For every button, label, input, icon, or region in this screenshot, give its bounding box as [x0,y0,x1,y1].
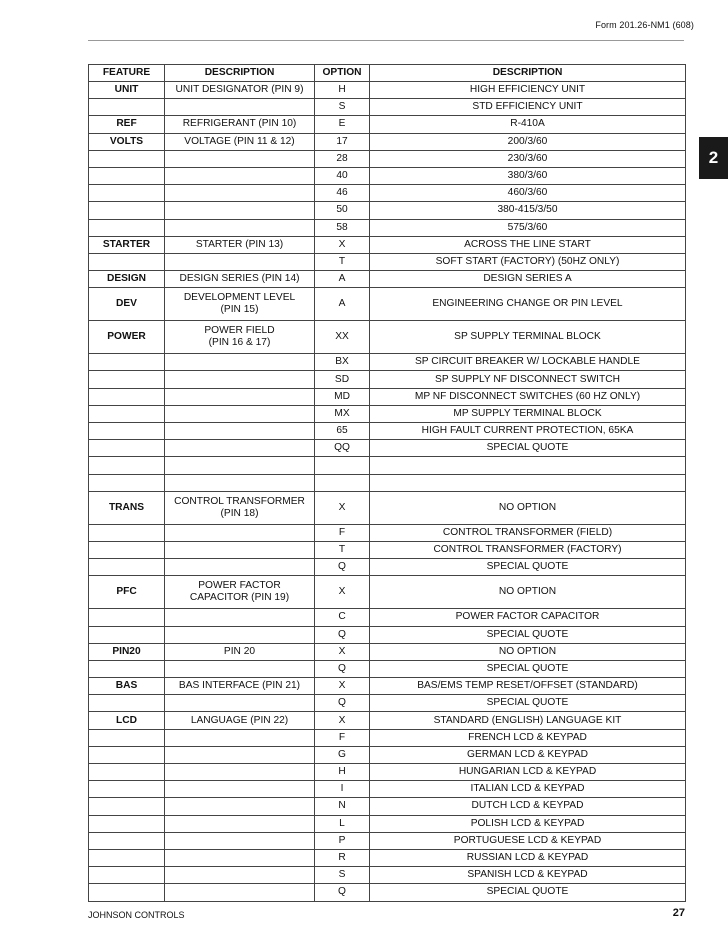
option-cell: 58 [315,219,370,236]
option-cell: Q [315,626,370,643]
option-description-cell: HIGH FAULT CURRENT PROTECTION, 65KA [370,423,686,440]
option-cell: T [315,541,370,558]
description-cell [165,609,315,626]
option-cell: XX [315,321,370,354]
option-description-cell: CONTROL TRANSFORMER (FACTORY) [370,541,686,558]
table-row [89,271,686,288]
option-cell: T [315,253,370,270]
option-cell: L [315,815,370,832]
feature-cell [89,440,165,457]
feature-cell: DESIGN [89,271,165,288]
feature-cell [89,746,165,763]
feature-cell [89,423,165,440]
table-row [89,150,686,167]
feature-cell: DEV [89,288,165,321]
option-cell: MX [315,405,370,422]
feature-cell [89,764,165,781]
option-cell: S [315,867,370,884]
feature-cell: PIN20 [89,643,165,660]
table-row [89,678,686,695]
option-description-cell: NO OPTION [370,491,686,524]
feature-cell [89,150,165,167]
option-description-cell: SPANISH LCD & KEYPAD [370,867,686,884]
option-cell: A [315,271,370,288]
option-description-cell: SP SUPPLY NF DISCONNECT SWITCH [370,371,686,388]
feature-cell [89,729,165,746]
table-row [89,660,686,677]
option-cell: Q [315,660,370,677]
table-row [89,541,686,558]
option-description-cell: SP SUPPLY TERMINAL BLOCK [370,321,686,354]
option-cell: H [315,764,370,781]
feature-cell [89,849,165,866]
option-description-cell: POWER FACTOR CAPACITOR [370,609,686,626]
feature-cell: POWER [89,321,165,354]
option-cell: MD [315,388,370,405]
table-row [89,609,686,626]
table-row [89,781,686,798]
feature-cell [89,660,165,677]
table-row [89,746,686,763]
description-cell [165,695,315,712]
option-cell: 40 [315,167,370,184]
option-description-cell: 380-415/3/50 [370,202,686,219]
description-cell [165,660,315,677]
feature-cell [89,559,165,576]
feature-cell [89,541,165,558]
option-description-cell: SPECIAL QUOTE [370,660,686,677]
option-description-cell: SPECIAL QUOTE [370,626,686,643]
description-cell: LANGUAGE (PIN 22) [165,712,315,729]
footer-company: JOHNSON CONTROLS [88,910,185,920]
option-cell: X [315,643,370,660]
description-cell: PIN 20 [165,643,315,660]
option-description-cell: FRENCH LCD & KEYPAD [370,729,686,746]
option-cell: N [315,798,370,815]
feature-cell [89,609,165,626]
description-cell [165,524,315,541]
description-cell [165,219,315,236]
feature-cell [89,388,165,405]
table-row [89,764,686,781]
option-cell: QQ [315,440,370,457]
option-cell: 65 [315,423,370,440]
description-cell: POWER FIELD (PIN 16 & 17) [165,321,315,354]
description-cell [165,99,315,116]
option-description-cell: SPECIAL QUOTE [370,695,686,712]
description-cell [165,167,315,184]
option-description-cell: DUTCH LCD & KEYPAD [370,798,686,815]
description-cell [165,253,315,270]
description-cell [165,764,315,781]
feature-cell [89,781,165,798]
col-header-option-description: DESCRIPTION [370,65,686,82]
table-row [89,388,686,405]
table-row [89,576,686,609]
feature-cell [89,798,165,815]
option-description-cell: POLISH LCD & KEYPAD [370,815,686,832]
description-cell: CONTROL TRANSFORMER (PIN 18) [165,491,315,524]
section-tab: 2 [699,137,728,179]
option-cell [315,474,370,491]
option-cell: 46 [315,185,370,202]
feature-cell [89,253,165,270]
option-description-cell: 230/3/60 [370,150,686,167]
feature-cell [89,219,165,236]
table-row [89,133,686,150]
feature-cell: UNIT [89,82,165,99]
option-cell: 28 [315,150,370,167]
option-cell: Q [315,884,370,901]
option-description-cell: MP SUPPLY TERMINAL BLOCK [370,405,686,422]
option-cell: X [315,678,370,695]
option-description-cell: HIGH EFFICIENCY UNIT [370,82,686,99]
option-cell: A [315,288,370,321]
option-description-cell: RUSSIAN LCD & KEYPAD [370,849,686,866]
option-description-cell: NO OPTION [370,643,686,660]
description-cell [165,185,315,202]
option-description-cell: ACROSS THE LINE START [370,236,686,253]
description-cell [165,150,315,167]
option-cell [315,457,370,474]
option-description-cell: PORTUGUESE LCD & KEYPAD [370,832,686,849]
description-cell: DEVELOPMENT LEVEL (PIN 15) [165,288,315,321]
description-cell: UNIT DESIGNATOR (PIN 9) [165,82,315,99]
description-cell: POWER FACTOR CAPACITOR (PIN 19) [165,576,315,609]
description-cell: VOLTAGE (PIN 11 & 12) [165,133,315,150]
option-description-cell: SPECIAL QUOTE [370,884,686,901]
form-number: Form 201.26-NM1 (608) [595,20,694,30]
feature-cell: VOLTS [89,133,165,150]
option-cell: BX [315,354,370,371]
col-header-feature: FEATURE [89,65,165,82]
option-cell: 50 [315,202,370,219]
feature-cell [89,371,165,388]
table-row [89,832,686,849]
table-row [89,712,686,729]
table-row [89,729,686,746]
option-description-cell: CONTROL TRANSFORMER (FIELD) [370,524,686,541]
table-row [89,474,686,491]
option-cell: X [315,576,370,609]
option-cell: F [315,524,370,541]
description-cell [165,541,315,558]
option-description-cell: ITALIAN LCD & KEYPAD [370,781,686,798]
option-cell: R [315,849,370,866]
table-row [89,167,686,184]
feature-cell [89,524,165,541]
feature-cell [89,167,165,184]
option-cell: C [315,609,370,626]
description-cell [165,388,315,405]
table-row [89,457,686,474]
description-cell [165,405,315,422]
option-description-cell: SPECIAL QUOTE [370,440,686,457]
table-row [89,815,686,832]
feature-cell: BAS [89,678,165,695]
option-description-cell: MP NF DISCONNECT SWITCHES (60 HZ ONLY) [370,388,686,405]
feature-cell [89,832,165,849]
header-rule [88,40,684,41]
table-row [89,559,686,576]
description-cell [165,798,315,815]
option-description-cell: 200/3/60 [370,133,686,150]
table-row [89,423,686,440]
option-cell: P [315,832,370,849]
table-row [89,405,686,422]
description-cell [165,474,315,491]
description-cell: DESIGN SERIES (PIN 14) [165,271,315,288]
option-description-cell: SP CIRCUIT BREAKER W/ LOCKABLE HANDLE [370,354,686,371]
feature-cell: LCD [89,712,165,729]
option-description-cell: 380/3/60 [370,167,686,184]
description-cell [165,815,315,832]
feature-cell: STARTER [89,236,165,253]
feature-cell [89,626,165,643]
option-description-cell [370,474,686,491]
option-description-cell: DESIGN SERIES A [370,271,686,288]
feature-cell [89,815,165,832]
option-description-cell: NO OPTION [370,576,686,609]
option-cell: F [315,729,370,746]
table-row [89,99,686,116]
description-cell [165,423,315,440]
table-row [89,253,686,270]
option-description-cell: ENGINEERING CHANGE OR PIN LEVEL [370,288,686,321]
table-header-row [89,65,686,82]
option-cell: X [315,491,370,524]
feature-cell [89,354,165,371]
description-cell [165,202,315,219]
option-cell: I [315,781,370,798]
option-cell: S [315,99,370,116]
feature-cell [89,185,165,202]
option-description-cell: 460/3/60 [370,185,686,202]
table-row [89,82,686,99]
feature-cell [89,99,165,116]
table-row [89,116,686,133]
description-cell [165,559,315,576]
col-header-option: OPTION [315,65,370,82]
feature-cell: REF [89,116,165,133]
nomenclature-table [88,64,686,902]
feature-cell [89,474,165,491]
table-row [89,288,686,321]
description-cell [165,440,315,457]
description-cell [165,371,315,388]
table-row [89,321,686,354]
table-row [89,354,686,371]
feature-cell [89,202,165,219]
option-description-cell: SPECIAL QUOTE [370,559,686,576]
feature-cell [89,884,165,901]
description-cell: BAS INTERFACE (PIN 21) [165,678,315,695]
table-row [89,867,686,884]
table-row [89,219,686,236]
table-row [89,626,686,643]
description-cell [165,457,315,474]
table-row [89,849,686,866]
option-cell: 17 [315,133,370,150]
option-cell: H [315,82,370,99]
option-description-cell [370,457,686,474]
table-row [89,798,686,815]
table-row [89,236,686,253]
table-row [89,185,686,202]
option-cell: E [315,116,370,133]
description-cell: REFRIGERANT (PIN 10) [165,116,315,133]
table-row [89,491,686,524]
feature-cell [89,405,165,422]
option-description-cell: BAS/EMS TEMP RESET/OFFSET (STANDARD) [370,678,686,695]
table-row [89,202,686,219]
option-cell: G [315,746,370,763]
description-cell [165,867,315,884]
description-cell [165,849,315,866]
description-cell [165,354,315,371]
option-description-cell: 575/3/60 [370,219,686,236]
table-row [89,371,686,388]
page-number: 27 [672,907,685,919]
option-description-cell: GERMAN LCD & KEYPAD [370,746,686,763]
option-cell: X [315,236,370,253]
feature-cell [89,867,165,884]
table-row [89,695,686,712]
table-row [89,884,686,901]
description-cell [165,746,315,763]
option-description-cell: STD EFFICIENCY UNIT [370,99,686,116]
option-cell: X [315,712,370,729]
description-cell [165,884,315,901]
table-body [89,82,686,902]
description-cell [165,729,315,746]
col-header-description: DESCRIPTION [165,65,315,82]
option-cell: SD [315,371,370,388]
description-cell [165,832,315,849]
option-cell: Q [315,695,370,712]
option-description-cell: SOFT START (FACTORY) (50HZ ONLY) [370,253,686,270]
option-description-cell: HUNGARIAN LCD & KEYPAD [370,764,686,781]
table-row [89,643,686,660]
table-row [89,524,686,541]
option-cell: Q [315,559,370,576]
description-cell [165,626,315,643]
option-description-cell: STANDARD (ENGLISH) LANGUAGE KIT [370,712,686,729]
feature-cell [89,695,165,712]
description-cell [165,781,315,798]
description-cell: STARTER (PIN 13) [165,236,315,253]
feature-cell: PFC [89,576,165,609]
option-description-cell: R-410A [370,116,686,133]
feature-cell [89,457,165,474]
table-row [89,440,686,457]
feature-cell: TRANS [89,491,165,524]
